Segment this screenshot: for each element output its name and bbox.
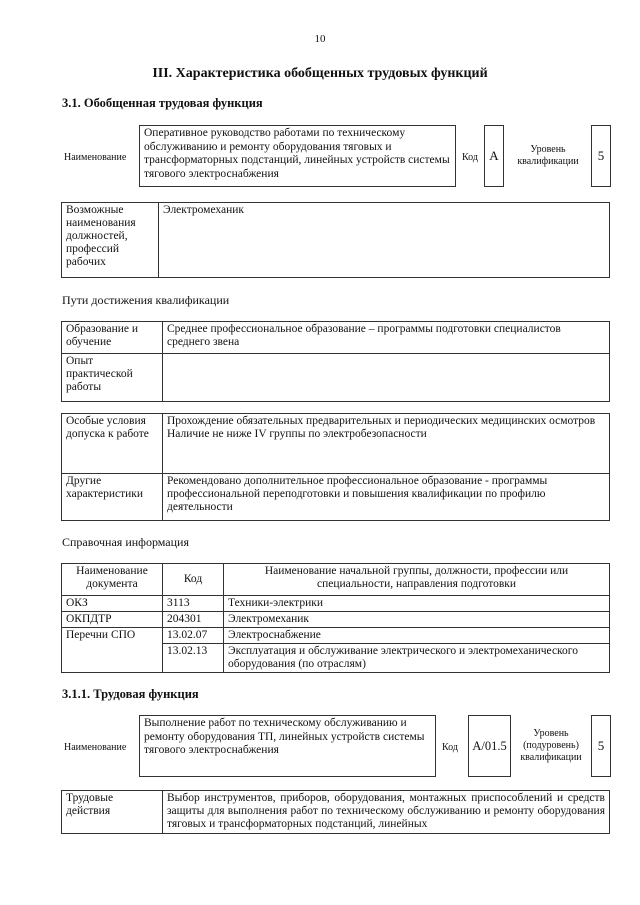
page-number: 10	[314, 33, 326, 45]
ref-cell: ОКПДТР	[62, 612, 163, 628]
ref-cell: Электроснабжение	[224, 628, 610, 644]
positions-table	[61, 202, 610, 278]
experience-value	[163, 354, 610, 402]
ref-cell: 204301	[163, 612, 224, 628]
ref-cell: Эксплуатация и обслуживание электрического и электромеханического оборудования (по отраслям)	[224, 644, 610, 673]
table-row	[62, 628, 610, 644]
labor-actions-table	[61, 790, 610, 834]
paths-heading: Пути достижения квалификации	[62, 293, 230, 307]
ref-cell: 13.02.07	[163, 628, 224, 644]
ref-cell: Техники-электрики	[224, 596, 610, 612]
tf-code-label: Код	[442, 742, 458, 753]
special-value-2: Наличие не ниже IV группы по электробезопасности	[167, 428, 427, 440]
labor-actions-value: Выбор инструментов, приборов, оборудования, монтажных приспособлений и средств защиты для выполнения работ по техническому обслуживанию и ремонту оборудования тяговых и трансформаторных подстанций, линейных	[163, 791, 610, 834]
positions-value: Электромеханик	[159, 203, 610, 278]
reference-table	[61, 563, 610, 673]
ref-header-name: Наименование начальной группы, должности, профессии или специальности, направления подготовки	[224, 564, 610, 596]
education-value: Среднее профессиональное образование – программы подготовки специалистов среднего звена	[163, 322, 610, 354]
education-table	[61, 321, 610, 402]
reference-heading: Справочная информация	[62, 535, 189, 549]
ref-header-code: Код	[163, 564, 224, 596]
gtf-name-value: Оперативное руководство работами по техническому обслуживанию и ремонту оборудования тяговых и трансформаторных подстанций, линейных устройств системы тягового электроснабжения	[139, 125, 456, 187]
special-value-1: Прохождение обязательных предварительных и периодических медицинских осмотров	[167, 415, 596, 427]
special-label: Особые условия допуска к работе	[62, 414, 163, 474]
gtf-name-label: Наименование	[64, 152, 127, 163]
table-row	[62, 612, 610, 628]
education-label: Образование и обучение	[62, 322, 163, 354]
tf-code-value: A/01.5	[468, 715, 511, 777]
ref-cell: 3113	[163, 596, 224, 612]
tf-level-label: Уровень (подуровень) квалификации	[520, 728, 582, 763]
other-value: Рекомендовано дополнительное профессиональное образование - программы профессиональной переподготовки и повышения квалификации по профилю деятельности	[163, 474, 610, 521]
other-label: Другие характеристики	[62, 474, 163, 521]
gtf-heading: 3.1. Обобщенная трудовая функция	[62, 96, 263, 110]
table-row	[62, 596, 610, 612]
tf-name-value: Выполнение работ по техническому обслуживанию и ремонту оборудования ТП, линейных устройств системы тягового электроснабжения	[139, 715, 436, 777]
gtf-level-label: Уровень квалификации	[517, 144, 579, 167]
tf-name-label: Наименование	[64, 742, 127, 753]
ref-header-doc: Наименование документа	[62, 564, 163, 596]
ref-cell: Электромеханик	[224, 612, 610, 628]
ref-cell: ОКЗ	[62, 596, 163, 612]
gtf-code-value: A	[484, 125, 504, 187]
ref-cell: Перечни СПО	[62, 628, 163, 673]
conditions-table	[61, 413, 610, 521]
section-title: III. Характеристика обобщенных трудовых функций	[152, 66, 488, 81]
gtf-level-value: 5	[591, 125, 611, 187]
labor-actions-label: Трудовые действия	[62, 791, 163, 834]
positions-label: Возможные наименования должностей, профессий рабочих	[62, 203, 159, 278]
ref-cell: 13.02.13	[163, 644, 224, 673]
tf-heading: 3.1.1. Трудовая функция	[62, 687, 199, 701]
gtf-code-label: Код	[462, 152, 478, 163]
experience-label: Опыт практической работы	[62, 354, 163, 402]
tf-level-value: 5	[591, 715, 611, 777]
